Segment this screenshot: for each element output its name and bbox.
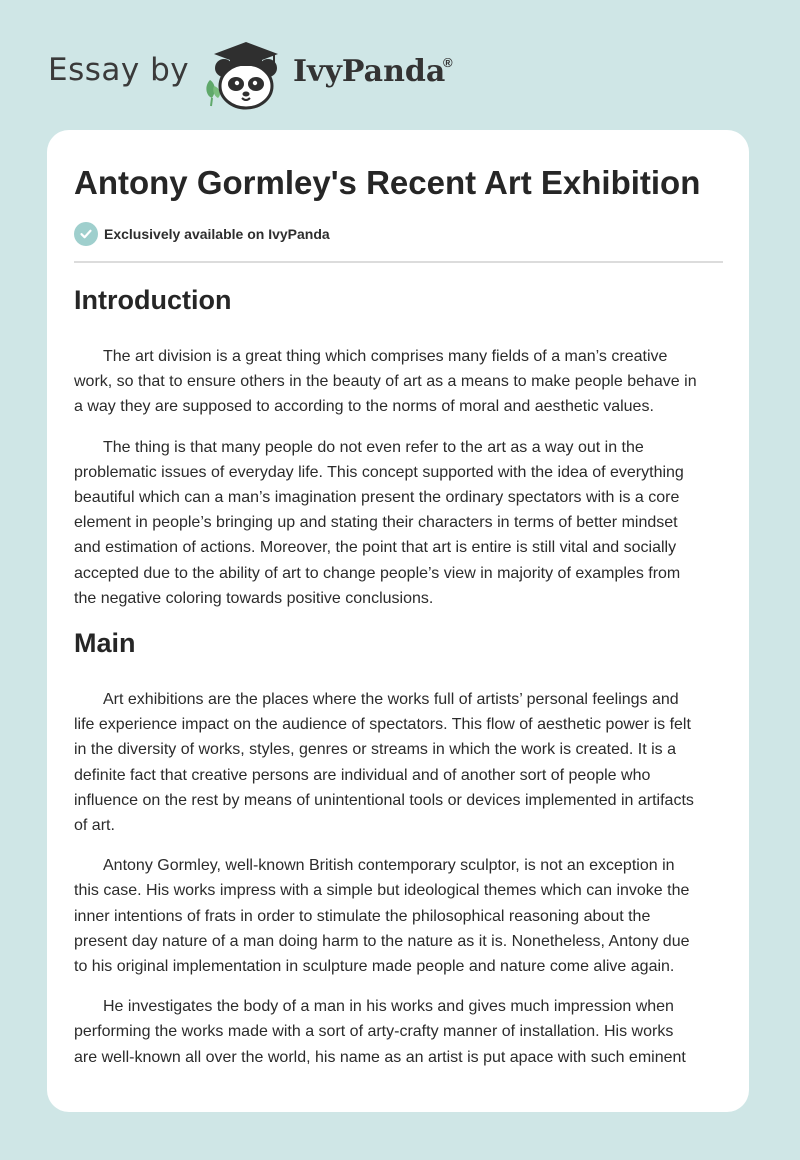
paragraph-line: and estimation of actions. Moreover, the point that art is entire is still vital and socially [74, 539, 677, 557]
paragraph [74, 853, 726, 979]
paragraph-line: Art exhibitions are the places where the works full of artists’ personal feelings and [103, 691, 679, 709]
paragraph-line: to his original implementation in sculpture made people and nature come alive again. [74, 958, 675, 976]
paragraph-line: a way they are supposed to according to the norms of moral and aesthetic values. [74, 398, 654, 416]
paragraph-line: life experience impact on the audience of spectators. This flow of aesthetic power is felt [74, 716, 691, 734]
paragraph-line: influence on the rest by means of unintentional tools or devices implemented in artifacts [74, 791, 694, 809]
paragraph-line: the negative coloring towards positive conclusions. [74, 589, 434, 607]
essay-card [47, 130, 749, 1112]
exclusive-badge-label: Exclusively available on IvyPanda [104, 226, 330, 242]
paragraph-line: element in people’s bringing up and stating their characters in terms of better mindset [74, 514, 678, 532]
section-heading-main: Main [74, 628, 136, 659]
paragraph-line: in the diversity of works, styles, genres or streams in which the work is created. It is a [74, 741, 676, 759]
paragraph-line: problematic issues of everyday life. This concept supported with the idea of everything [74, 463, 684, 481]
paragraph-line: definite fact that creative persons are individual and of another sort of people who [74, 766, 651, 784]
essay-by-label: Essay by [48, 52, 190, 88]
paragraph-line: accepted due to the ability of art to change people’s view in majority of examples from [74, 564, 681, 582]
registered-mark: ® [443, 55, 453, 70]
paragraph-line: of art. [74, 817, 115, 835]
paragraph-line: He investigates the body of a man in his works and gives much impression when [103, 998, 674, 1016]
panda-logo-icon[interactable] [200, 36, 292, 110]
title-divider [74, 261, 723, 263]
paragraph-line: The thing is that many people do not even refer to the art as a way out in the [103, 438, 644, 456]
paragraph [74, 344, 726, 420]
paragraph [74, 435, 726, 611]
essay-body [74, 282, 726, 1070]
paragraph-line: this case. His works impress with a simple but ideological themes which can invoke the [74, 882, 690, 900]
paragraph [74, 687, 726, 838]
paragraph-line: are well-known all over the world, his name as an artist is put apace with such eminent [74, 1048, 686, 1066]
site-header [0, 0, 800, 130]
section-heading-introduction: Introduction [74, 285, 232, 315]
paragraph-line: Antony Gormley, well-known British contemporary sculptor, is not an exception in [103, 857, 675, 875]
brand-name[interactable]: IvyPanda [293, 54, 446, 89]
exclusive-badge [74, 222, 330, 246]
paragraph-line: work, so that to ensure others in the beauty of art as a means to make people behave in [74, 373, 697, 391]
essay-title: Antony Gormley's Recent Art Exhibition [74, 164, 701, 201]
paragraph-line: beautiful which can a man’s imagination present the ordinary spectators with is a core [74, 489, 680, 507]
paragraph [74, 994, 726, 1070]
paragraph-line: present day nature of a man doing harm to the nature as it is. Nonetheless, Antony due [74, 932, 690, 950]
check-circle-icon [74, 222, 98, 246]
paragraph-line: The art division is a great thing which comprises many fields of a man’s creative [103, 348, 668, 365]
paragraph-line: performing the works made with a sort of arty-crafty manner of installation. His works [74, 1023, 674, 1041]
paragraph-line: inner intentions of frats in order to stimulate the philosophical reasoning about the [74, 907, 651, 925]
